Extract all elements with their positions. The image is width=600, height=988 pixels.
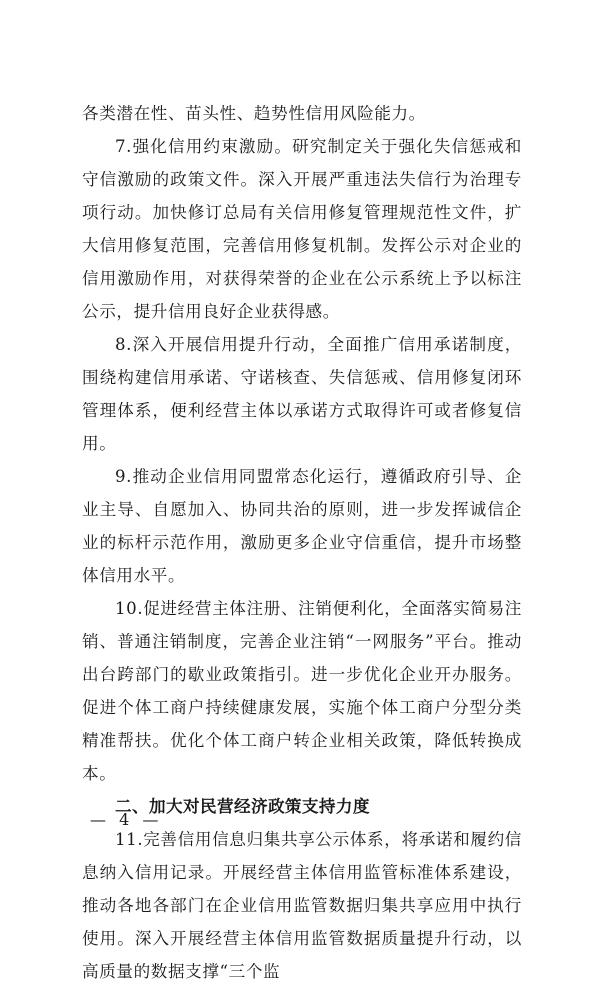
body-text — [82, 97, 522, 988]
page-number: — 4 — — [90, 810, 163, 829]
paragraph-item-7: 7.强化信用约束激励。研究制定关于强化失信惩戒和守信激励的政策文件。深入开展严重违法失信行为治理专项行动。加快修订总局有关信用修复管理规范性文件，扩大信用修复范围，完善信用修复机制。发挥公示对企业的信用激励作用，对获得荣誉的企业在公示系统上予以标注公示，提升信用良好企业获得感。 — [82, 137, 522, 321]
paragraph-continuation: 各类潜在性、苗头性、趋势性信用风险能力。 — [82, 104, 426, 123]
paragraph-item-11: 11.完善信用信息归集共享公示体系，将承诺和履约信息纳入信用记录。开展经营主体信用监管标准体系建设，推动各地各部门在企业信用监管数据归集共享应用中执行使用。深入开展经营主体信用监管数据质量提升行动，以高质量的数据支撑“三个监 — [82, 830, 522, 981]
paragraph-item-8: 8.深入开展信用提升行动，全面推广信用承诺制度，围绕构建信用承诺、守诺核查、失信惩戒、信用修复闭环管理体系，便利经营主体以承诺方式取得许可或者修复信用。 — [82, 335, 522, 453]
paragraph-item-10: 10.促进经营主体注册、注销便利化，全面落实简易注销、普通注销制度，完善企业注销“一网服务”平台。推动出台跨部门的歇业政策指引。进一步优化企业开办服务。促进个体工商户持续健康发展，实施个体工商户分型分类精准帮扶。优化个体工商户转企业相关政策，降低转换成本。 — [82, 599, 522, 783]
section-heading: 二、加大对民营经济政策支持力度 — [115, 797, 370, 816]
paragraph-item-9: 9.推动企业信用同盟常态化运行，遵循政府引导、企业主导、自愿加入、协同共治的原则，进一步发挥诚信企业的标杆示范作用，激励更多企业守信重信，提升市场整体信用水平。 — [82, 467, 522, 585]
